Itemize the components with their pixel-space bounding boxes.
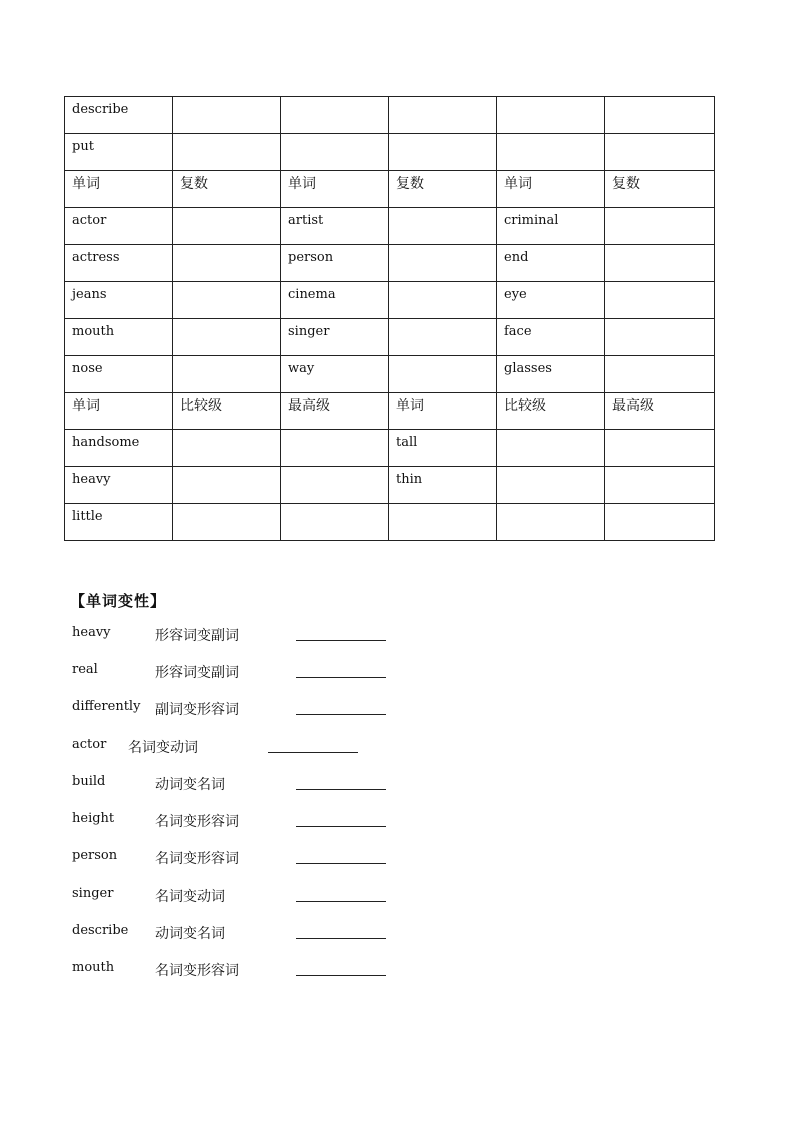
header-cell: 复数 bbox=[173, 171, 281, 208]
word-cell: handsome bbox=[65, 430, 173, 467]
answer-blank-line[interactable] bbox=[296, 863, 386, 864]
blank-answer-cell[interactable] bbox=[173, 319, 281, 356]
transform-word: differently bbox=[72, 699, 141, 714]
answer-blank-line[interactable] bbox=[296, 677, 386, 678]
transform-description: 名词变动词 bbox=[155, 889, 225, 905]
word-transform-item bbox=[72, 699, 402, 719]
header-cell: 单词 bbox=[497, 171, 605, 208]
word-cell: actress bbox=[65, 245, 173, 282]
transform-word: singer bbox=[72, 886, 114, 901]
table-row bbox=[65, 97, 715, 134]
vocabulary-table bbox=[64, 96, 715, 541]
vocabulary-table-body bbox=[65, 97, 715, 541]
blank-answer-cell[interactable] bbox=[497, 430, 605, 467]
word-cell: tall bbox=[389, 430, 497, 467]
word-cell: criminal bbox=[497, 208, 605, 245]
word-cell: little bbox=[65, 504, 173, 541]
transform-word: person bbox=[72, 848, 118, 863]
blank-answer-cell[interactable] bbox=[389, 208, 497, 245]
word-cell: cinema bbox=[281, 282, 389, 319]
answer-blank-line[interactable] bbox=[296, 789, 386, 790]
table-row bbox=[65, 319, 715, 356]
answer-blank-line[interactable] bbox=[296, 938, 386, 939]
blank-answer-cell[interactable] bbox=[173, 208, 281, 245]
word-transform-item bbox=[72, 960, 402, 980]
word-cell: artist bbox=[281, 208, 389, 245]
blank-answer-cell[interactable] bbox=[173, 356, 281, 393]
transform-description: 形容词变副词 bbox=[155, 665, 239, 681]
blank-answer-cell[interactable] bbox=[173, 134, 281, 171]
blank-answer-cell[interactable] bbox=[497, 504, 605, 541]
blank-answer-cell[interactable] bbox=[605, 208, 715, 245]
word-transform-item bbox=[72, 886, 402, 906]
blank-answer-cell[interactable] bbox=[497, 97, 605, 134]
blank-answer-cell[interactable] bbox=[281, 430, 389, 467]
table-row bbox=[65, 356, 715, 393]
header-cell: 复数 bbox=[605, 171, 715, 208]
word-cell: mouth bbox=[65, 319, 173, 356]
blank-answer-cell[interactable] bbox=[389, 282, 497, 319]
transform-word: actor bbox=[72, 737, 107, 752]
transform-description: 形容词变副词 bbox=[155, 628, 239, 644]
table-row bbox=[65, 282, 715, 319]
blank-answer-cell[interactable] bbox=[173, 245, 281, 282]
word-cell: nose bbox=[65, 356, 173, 393]
table-row bbox=[65, 467, 715, 504]
word-transform-item bbox=[72, 774, 402, 794]
table-row bbox=[65, 430, 715, 467]
word-cell: eye bbox=[497, 282, 605, 319]
header-cell: 比较级 bbox=[497, 393, 605, 430]
section-title: 【单词变性】 bbox=[70, 592, 167, 610]
blank-answer-cell[interactable] bbox=[605, 245, 715, 282]
transform-word: describe bbox=[72, 923, 129, 938]
word-transform-item bbox=[72, 662, 402, 682]
blank-answer-cell[interactable] bbox=[281, 467, 389, 504]
word-cell: way bbox=[281, 356, 389, 393]
blank-answer-cell[interactable] bbox=[389, 245, 497, 282]
header-cell: 单词 bbox=[389, 393, 497, 430]
word-cell: put bbox=[65, 134, 173, 171]
blank-answer-cell[interactable] bbox=[605, 504, 715, 541]
blank-answer-cell[interactable] bbox=[605, 97, 715, 134]
table-row bbox=[65, 245, 715, 282]
answer-blank-line[interactable] bbox=[268, 752, 358, 753]
word-cell: thin bbox=[389, 467, 497, 504]
word-transform-item bbox=[72, 737, 402, 757]
blank-answer-cell[interactable] bbox=[389, 319, 497, 356]
word-transform-item bbox=[72, 848, 402, 868]
blank-answer-cell[interactable] bbox=[605, 467, 715, 504]
answer-blank-line[interactable] bbox=[296, 975, 386, 976]
blank-answer-cell[interactable] bbox=[389, 504, 497, 541]
header-cell: 比较级 bbox=[173, 393, 281, 430]
table-row bbox=[65, 134, 715, 171]
transform-word: build bbox=[72, 774, 106, 789]
blank-answer-cell[interactable] bbox=[605, 430, 715, 467]
word-cell: singer bbox=[281, 319, 389, 356]
word-cell: heavy bbox=[65, 467, 173, 504]
transform-description: 名词变形容词 bbox=[155, 814, 239, 830]
word-transform-item bbox=[72, 625, 402, 645]
blank-answer-cell[interactable] bbox=[389, 134, 497, 171]
table-header-row bbox=[65, 171, 715, 208]
header-cell: 单词 bbox=[65, 393, 173, 430]
transform-word: heavy bbox=[72, 625, 111, 640]
word-cell: person bbox=[281, 245, 389, 282]
table-row bbox=[65, 504, 715, 541]
word-cell: end bbox=[497, 245, 605, 282]
transform-description: 副词变形容词 bbox=[155, 702, 239, 718]
transform-word: mouth bbox=[72, 960, 115, 975]
answer-blank-line[interactable] bbox=[296, 901, 386, 902]
answer-blank-line[interactable] bbox=[296, 640, 386, 641]
blank-answer-cell[interactable] bbox=[389, 356, 497, 393]
transform-word: real bbox=[72, 662, 98, 677]
word-cell: describe bbox=[65, 97, 173, 134]
table-row bbox=[65, 208, 715, 245]
blank-answer-cell[interactable] bbox=[281, 134, 389, 171]
transform-word: height bbox=[72, 811, 115, 826]
blank-answer-cell[interactable] bbox=[281, 504, 389, 541]
transform-description: 动词变名词 bbox=[155, 926, 225, 942]
blank-answer-cell[interactable] bbox=[389, 97, 497, 134]
blank-answer-cell[interactable] bbox=[605, 356, 715, 393]
blank-answer-cell[interactable] bbox=[605, 319, 715, 356]
header-cell: 最高级 bbox=[281, 393, 389, 430]
blank-answer-cell[interactable] bbox=[173, 467, 281, 504]
blank-answer-cell[interactable] bbox=[605, 134, 715, 171]
blank-answer-cell[interactable] bbox=[281, 97, 389, 134]
blank-answer-cell[interactable] bbox=[173, 504, 281, 541]
blank-answer-cell[interactable] bbox=[173, 430, 281, 467]
header-cell: 单词 bbox=[281, 171, 389, 208]
blank-answer-cell[interactable] bbox=[173, 97, 281, 134]
word-transform-item bbox=[72, 811, 402, 831]
answer-blank-line[interactable] bbox=[296, 826, 386, 827]
transform-description: 动词变名词 bbox=[155, 777, 225, 793]
blank-answer-cell[interactable] bbox=[173, 282, 281, 319]
word-cell: glasses bbox=[497, 356, 605, 393]
blank-answer-cell[interactable] bbox=[497, 134, 605, 171]
word-cell: jeans bbox=[65, 282, 173, 319]
word-transform-item bbox=[72, 923, 402, 943]
answer-blank-line[interactable] bbox=[296, 714, 386, 715]
word-cell: face bbox=[497, 319, 605, 356]
header-cell: 复数 bbox=[389, 171, 497, 208]
transform-description: 名词变动词 bbox=[128, 740, 198, 756]
header-cell: 最高级 bbox=[605, 393, 715, 430]
transform-description: 名词变形容词 bbox=[155, 963, 239, 979]
table-header-row bbox=[65, 393, 715, 430]
word-cell: actor bbox=[65, 208, 173, 245]
blank-answer-cell[interactable] bbox=[605, 282, 715, 319]
blank-answer-cell[interactable] bbox=[497, 467, 605, 504]
transform-description: 名词变形容词 bbox=[155, 851, 239, 867]
header-cell: 单词 bbox=[65, 171, 173, 208]
